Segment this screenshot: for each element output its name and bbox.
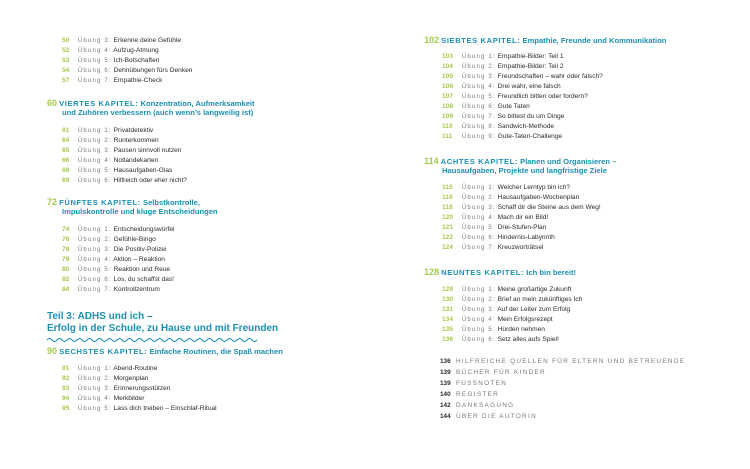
- toc-page-number: 52: [62, 47, 70, 54]
- back-matter-entry[interactable]: [440, 391, 499, 399]
- toc-page-number: 76: [62, 236, 70, 243]
- toc-page-number: 108: [442, 103, 454, 110]
- toc-page-number: 95: [62, 405, 70, 412]
- chapter-title-line2: Hausaufgaben, Projekte und langfristige Ziele: [442, 166, 607, 175]
- back-matter-title: HILFREICHE QUELLEN FÜR ELTERN UND BETREUENDE: [456, 358, 686, 365]
- back-matter-entry[interactable]: [440, 358, 685, 366]
- toc-entry[interactable]: [442, 244, 543, 252]
- toc-title: Hausaufgaben-Glas: [113, 167, 173, 174]
- toc-page-number: 120: [442, 214, 454, 221]
- toc-page-number: 110: [442, 123, 453, 130]
- toc-title: Runterkommen: [113, 137, 159, 144]
- toc-page-number: 94: [62, 395, 70, 402]
- toc-entry[interactable]: [62, 47, 159, 55]
- toc-label: Übung 3:: [461, 74, 496, 80]
- part-heading-line2[interactable]: Erfolg in der Schule, zu Hause und mit Freunden: [47, 323, 279, 334]
- toc-label: Übung 5:: [77, 58, 112, 64]
- toc-label: Übung 3:: [77, 148, 112, 154]
- toc-entry[interactable]: [62, 375, 148, 383]
- toc-entry[interactable]: [442, 63, 564, 71]
- toc-label: Übung 1:: [77, 366, 112, 372]
- toc-page-number: 103: [442, 53, 454, 60]
- toc-label: Übung 1:: [461, 185, 496, 191]
- toc-entry[interactable]: [62, 57, 159, 65]
- toc-entry[interactable]: [442, 214, 548, 222]
- toc-entry[interactable]: [62, 167, 172, 175]
- chapter-kicker: ACHTES KAPITEL:: [440, 157, 518, 166]
- toc-page-number: 115: [442, 184, 453, 191]
- toc-entry[interactable]: [442, 204, 601, 212]
- back-matter-title: BÜCHER FÜR KINDER: [456, 369, 546, 376]
- toc-page-number: 93: [62, 385, 70, 392]
- toc-label: Übung 7:: [461, 114, 496, 120]
- toc-label: Übung 6:: [77, 277, 112, 283]
- toc-entry[interactable]: [442, 113, 564, 121]
- toc-title: Hindernis-Labyrinth: [497, 234, 555, 241]
- chapter-kicker: SECHSTES KAPITEL:: [59, 347, 148, 356]
- toc-label: Übung 7:: [461, 245, 496, 251]
- toc-label: Übung 4:: [77, 158, 112, 164]
- toc-label: Übung 1:: [461, 54, 496, 60]
- chapter-kicker: VIERTES KAPITEL:: [59, 99, 139, 108]
- chapter-page-number: 90: [47, 346, 58, 356]
- toc-entry[interactable]: [62, 67, 192, 75]
- toc-title: Abend-Routine: [113, 365, 158, 372]
- toc-page-number: 66: [62, 157, 70, 164]
- toc-entry[interactable]: [442, 93, 588, 101]
- chapter-title: Selbstkontrolle,: [143, 198, 200, 207]
- chapter-heading[interactable]: [424, 268, 576, 277]
- toc-label: Übung 6:: [461, 235, 496, 241]
- toc-label: Übung 6:: [77, 68, 112, 74]
- toc-page-number: 50: [62, 37, 70, 44]
- toc-title: Reaktion und Reue: [113, 266, 171, 273]
- toc-title: Erkenne deine Gefühle: [113, 37, 182, 44]
- chapter-heading[interactable]: [47, 198, 200, 207]
- toc-title: Brief an mein zukünftiges Ich: [497, 296, 583, 303]
- toc-label: Übung 6:: [461, 104, 496, 110]
- toc-title: Ich-Botschaften: [113, 57, 160, 64]
- toc-label: Übung 7:: [77, 78, 112, 84]
- toc-label: Übung 4:: [77, 48, 112, 54]
- toc-title: Schaff dir die Steine aus dem Weg!: [497, 204, 601, 211]
- toc-label: Übung 4:: [461, 84, 496, 90]
- chapter-title: Konzentration, Aufmerksamkeit: [140, 99, 255, 108]
- back-matter-page: 136: [440, 358, 451, 365]
- toc-entry[interactable]: [442, 234, 555, 242]
- chapter-title: Einfache Routinen, die Spaß machen: [149, 347, 283, 356]
- toc-entry[interactable]: [62, 256, 165, 264]
- toc-label: Übung 1:: [77, 227, 112, 233]
- back-matter-entry[interactable]: [440, 369, 546, 377]
- toc-entry[interactable]: [62, 226, 175, 234]
- back-matter-page: 144: [440, 413, 451, 420]
- toc-label: Übung 2:: [461, 64, 496, 70]
- toc-title: Hausaufgaben-Wochenplan: [497, 194, 580, 201]
- toc-entry[interactable]: [62, 137, 159, 145]
- toc-title: Auf der Leiter zum Erfolg: [497, 306, 571, 313]
- toc-entry[interactable]: [62, 266, 170, 274]
- toc-page-number: 105: [442, 73, 454, 80]
- toc-page-number: 134: [442, 316, 454, 323]
- toc-page-number: 69: [62, 177, 70, 184]
- toc-page-number: 106: [442, 83, 454, 90]
- toc-page-number: 135: [442, 326, 454, 333]
- part-heading-line1[interactable]: Teil 3: ADHS und ich –: [47, 311, 153, 322]
- toc-label: Übung 3:: [461, 205, 496, 211]
- toc-title: Meine großartige Zukunft: [497, 286, 572, 293]
- toc-label: Übung 3:: [77, 38, 112, 44]
- toc-page-number: 136: [442, 336, 454, 343]
- toc-entry[interactable]: [62, 157, 158, 165]
- toc-label: Übung 3:: [77, 386, 112, 392]
- toc-entry[interactable]: [442, 336, 559, 344]
- toc-entry[interactable]: [62, 177, 187, 185]
- toc-title: Drei-Stufen-Plan: [497, 224, 547, 231]
- toc-page-number: 129: [442, 286, 454, 293]
- toc-label: Übung 5:: [77, 267, 112, 273]
- toc-title: Hilfreich oder eher nicht?: [113, 177, 187, 184]
- toc-page-number: 80: [62, 266, 70, 273]
- toc-label: Übung 5:: [461, 225, 496, 231]
- toc-title: Empathie-Bilder: Teil 2: [497, 63, 564, 70]
- chapter-title: Planen und Organisieren –: [520, 157, 617, 166]
- toc-title: Gute Taten: [497, 103, 530, 110]
- toc-page-number: 109: [442, 113, 454, 120]
- toc-page-number: 107: [442, 93, 454, 100]
- back-matter-entry[interactable]: [440, 413, 537, 421]
- back-matter-page: 142: [440, 402, 451, 409]
- toc-title: Die Positiv-Polizei: [113, 246, 167, 253]
- toc-title: Merkbilder: [113, 395, 145, 402]
- toc-entry[interactable]: [62, 405, 217, 413]
- toc-label: Übung 4:: [461, 317, 496, 323]
- toc-title: Drei wahr, eine falsch: [497, 83, 561, 90]
- toc-label: Übung 3:: [77, 247, 112, 253]
- toc-page-number: 116: [442, 194, 453, 201]
- toc-label: Übung 7:: [77, 287, 112, 293]
- toc-page-number: 131: [442, 306, 454, 313]
- toc-page-number: 79: [62, 256, 70, 263]
- chapter-page-number: 72: [47, 197, 58, 207]
- toc-entry[interactable]: [442, 83, 561, 91]
- toc-entry[interactable]: [62, 77, 162, 85]
- toc-entry[interactable]: [442, 286, 571, 294]
- chapter-page-number: 128: [424, 267, 440, 277]
- toc-page-number: 78: [62, 246, 70, 253]
- toc-label: Übung 6:: [77, 178, 112, 184]
- toc-page-number: 104: [442, 63, 454, 70]
- toc-label: Übung 2:: [77, 138, 112, 144]
- toc-entry[interactable]: [442, 53, 564, 61]
- toc-entry[interactable]: [442, 316, 553, 324]
- back-matter-title: REGISTER: [456, 391, 500, 398]
- toc-entry[interactable]: [62, 127, 153, 135]
- toc-title: Mein Erfolgsrezept: [497, 316, 553, 323]
- chapter-page-number: 60: [47, 98, 58, 108]
- toc-label: Übung 4:: [461, 215, 496, 221]
- toc-entry[interactable]: [62, 395, 144, 403]
- toc-entry[interactable]: [62, 147, 181, 155]
- toc-label: Übung 5:: [77, 406, 112, 412]
- chapter-kicker: FÜNFTES KAPITEL:: [59, 198, 141, 207]
- toc-page-number: 84: [62, 286, 70, 293]
- wavy-divider: [47, 337, 257, 343]
- chapter-page-number: 114: [424, 156, 439, 166]
- toc-entry[interactable]: [62, 37, 181, 45]
- toc-entry[interactable]: [442, 224, 546, 232]
- toc-page-number: 54: [62, 67, 70, 74]
- toc-label: Übung 2:: [461, 297, 496, 303]
- toc-label: Übung 2:: [77, 376, 112, 382]
- toc-label: Übung 4:: [77, 396, 112, 402]
- back-matter-page: 139: [440, 380, 451, 387]
- toc-title: Gefühle-Bingo: [113, 236, 156, 243]
- toc-title: Los, du schaffst das!: [113, 276, 174, 283]
- toc-page-number: 53: [62, 57, 70, 64]
- toc-title: Dehnübungen fürs Denken: [113, 67, 193, 74]
- toc-page-number: 68: [62, 167, 70, 174]
- toc-title: Sandwich-Methode: [497, 123, 555, 130]
- toc-title: So bittest du um Dinge: [497, 113, 565, 120]
- back-matter-title: ÜBER DIE AUTORIN: [456, 413, 538, 420]
- toc-title: Kreuzworträtsel: [497, 244, 544, 251]
- toc-entry[interactable]: [442, 306, 570, 314]
- chapter-kicker: NEUNTES KAPITEL:: [441, 268, 525, 277]
- toc-entry[interactable]: [62, 246, 166, 254]
- toc-entry[interactable]: [442, 123, 554, 131]
- toc-title: Freundlich bitten oder fordern?: [497, 93, 588, 100]
- toc-title: Empathie-Check: [113, 77, 163, 84]
- toc-title: Aufzug-Atmung: [113, 47, 159, 54]
- back-matter-title: DANKSAGUNG: [456, 402, 515, 409]
- toc-title: Hürden nehmen: [497, 326, 545, 333]
- toc-entry[interactable]: [62, 385, 170, 393]
- toc-title: Notlandekarten: [113, 157, 159, 164]
- toc-label: Übung 2:: [461, 195, 496, 201]
- toc-page-number: 74: [62, 226, 70, 233]
- back-matter-page: 140: [440, 391, 451, 398]
- toc-page-number: 92: [62, 375, 70, 382]
- toc-entry[interactable]: [442, 184, 570, 192]
- chapter-heading[interactable]: [47, 347, 283, 356]
- toc-title: Lass dich treiben – Einschlaf-Ritual: [113, 405, 217, 412]
- chapter-title: Empathie, Freunde und Kommunikation: [522, 36, 667, 45]
- toc-title: Freundschaften – wahr oder falsch?: [497, 73, 603, 80]
- toc-page-number: 124: [442, 244, 454, 251]
- toc-title: Erinnerungsstützen: [113, 385, 171, 392]
- chapter-heading[interactable]: [47, 99, 255, 108]
- toc-label: Übung 8:: [461, 124, 496, 130]
- toc-title: Aktion – Reaktion: [113, 256, 165, 263]
- toc-page-number: 91: [62, 365, 70, 372]
- chapter-kicker: SIEBTES KAPITEL:: [441, 36, 521, 45]
- toc-title: Kontrollzentrum: [113, 286, 160, 293]
- toc-label: Übung 5:: [461, 327, 496, 333]
- toc-entry[interactable]: [442, 296, 582, 304]
- toc-label: Übung 3:: [461, 307, 496, 313]
- toc-page-number: 64: [62, 137, 70, 144]
- toc-title: Privatdetektiv: [113, 127, 154, 134]
- toc-title: Setz alles aufs Spiel!: [497, 336, 559, 343]
- toc-label: Übung 1:: [77, 128, 112, 134]
- toc-label: Übung 5:: [461, 94, 496, 100]
- toc-page-number: 65: [62, 147, 70, 154]
- toc-entry[interactable]: [442, 103, 530, 111]
- toc-label: Übung 2:: [77, 237, 112, 243]
- toc-entry[interactable]: [442, 73, 603, 81]
- back-matter-title: FUSSNOTEN: [456, 380, 508, 387]
- toc-label: Übung 4:: [77, 257, 112, 263]
- toc-page-number: 57: [62, 77, 70, 84]
- toc-label: Übung 9:: [461, 134, 496, 140]
- toc-label: Übung 5:: [77, 168, 112, 174]
- chapter-title-line2: Impulskontrolle und kluge Entscheidungen: [62, 207, 218, 216]
- toc-title: Gute-Taten-Challenge: [497, 133, 563, 140]
- toc-title: Pausen sinnvoll nutzen: [113, 147, 182, 154]
- toc-entry[interactable]: [62, 286, 160, 294]
- back-matter-page: 139: [440, 369, 451, 376]
- toc-page-number: 130: [442, 296, 454, 303]
- chapter-heading[interactable]: [424, 36, 666, 45]
- toc-page-number: 121: [442, 224, 454, 231]
- back-matter-entry[interactable]: [440, 380, 507, 388]
- toc-page-number: 122: [442, 234, 454, 241]
- toc-entry[interactable]: [442, 194, 579, 202]
- chapter-title-line2: und Zuhören verbessern (auch wenn’s langweilig ist): [62, 108, 254, 117]
- toc-entry[interactable]: [442, 133, 562, 141]
- toc-entry[interactable]: [62, 236, 156, 244]
- toc-entry[interactable]: [62, 276, 174, 284]
- chapter-page-number: 102: [424, 35, 440, 45]
- toc-title: Mach dir ein Bild!: [497, 214, 549, 221]
- toc-title: Entscheidungswürfel: [113, 226, 175, 233]
- toc-title: Empathie-Bilder: Teil 1: [497, 53, 564, 60]
- toc-page-number: 61: [62, 127, 70, 134]
- chapter-heading[interactable]: [424, 157, 616, 166]
- toc-page-number: 82: [62, 276, 70, 283]
- toc-entry[interactable]: [62, 365, 157, 373]
- toc-label: Übung 6:: [461, 337, 496, 343]
- toc-page-number: 111: [442, 133, 453, 140]
- toc-label: Übung 1:: [461, 287, 496, 293]
- toc-entry[interactable]: [442, 326, 545, 334]
- toc-title: Welcher Lerntyp bin ich?: [497, 184, 571, 191]
- toc-page-number: 118: [442, 204, 453, 211]
- toc-title: Morgenplan: [113, 375, 149, 382]
- chapter-title: Ich bin bereit!: [526, 268, 577, 277]
- back-matter-entry[interactable]: [440, 402, 514, 410]
